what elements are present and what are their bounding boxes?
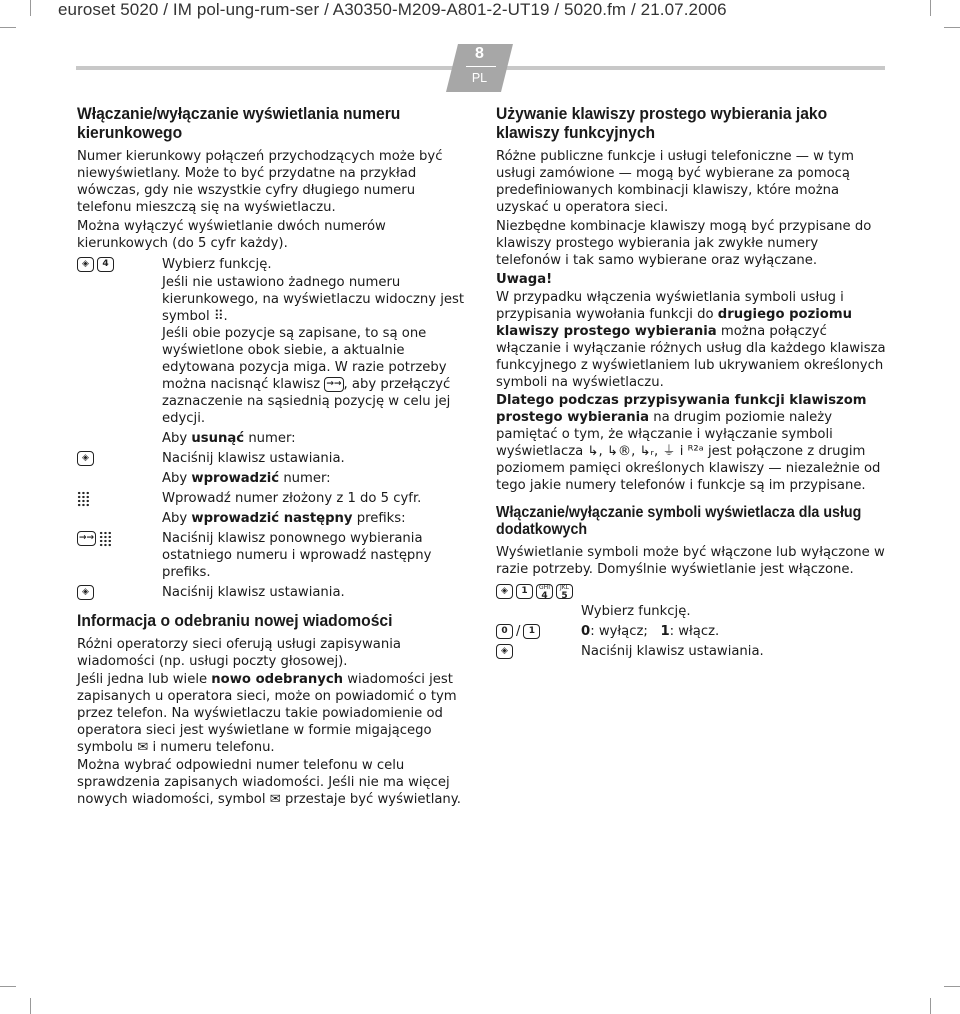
left-column xyxy=(77,104,469,809)
page-number: 8 xyxy=(475,45,484,62)
step-text: Naciśnij klawisz ponownego wybierania ostatniego numeru i wprowadź następny prefiks. xyxy=(162,531,432,580)
section-title-new-message: Informacja o odebraniu nowej wiadomości xyxy=(77,611,393,630)
delete-label: Aby usunąć numer: xyxy=(162,431,296,446)
crop-mark xyxy=(944,27,960,28)
keypad-icon xyxy=(77,491,90,507)
settings-key-icon: ◈ xyxy=(496,584,513,599)
next-label: Aby wprowadzić następny prefiks: xyxy=(162,511,406,526)
settings-key-icon: ◈ xyxy=(77,451,94,466)
enter-label: Aby wprowadzić numer: xyxy=(162,471,331,486)
section-title-service-symbols: Włączanie/wyłączanie symboli wyświetlacza dla usług dodatkowych xyxy=(496,504,862,538)
service-symbol-icon: ↳ xyxy=(587,444,599,459)
digit-key-icon: GHI 4 xyxy=(536,584,553,599)
crop-mark xyxy=(30,0,31,16)
paragraph: Można wybrać odpowiedni numer telefonu w celu sprawdzenia zapisanych wiadomości. Jeśli nie ma więcej nowych wiadomości, symbol ✉ przestaje być wyświetlany. xyxy=(77,758,461,807)
empty-prefix-symbol-icon: ⠿ xyxy=(213,309,224,324)
paragraph: Jeśli jedna lub wiele nowo odebranych wiadomości jest zapisanych u operatora sieci, może on powiadomić o tym przez telefon. Na wyświetlaczu takie powiadomienie od operatora sieci jest wyświetlane w formie migającego symbolu ✉ i numeru telefonu. xyxy=(77,672,457,755)
paragraph: Dlatego podczas przypisywania funkcji klawiszom prostego wybierania na drugim poziomie należy pamiętać o tym, że włączanie i wyłączanie symboli wyświetlacza ↳, ↳®, ↳ᵣ, ⏚ i ᴿ²ᵃ jest połączone z drugim poziomem pamięci określonych klawiszy — niezależnie od tego jakie numery telefonów i funkcje są im przypisane. xyxy=(496,393,881,493)
step-row xyxy=(77,490,469,507)
digit-key-icon: JKL 5 xyxy=(556,584,573,599)
redial-key-icon: →→ xyxy=(324,377,343,392)
step-text: 0: wyłącz; 1: włącz. xyxy=(581,624,720,639)
note-label: Uwaga! xyxy=(496,272,553,287)
crop-mark xyxy=(0,27,16,28)
note-row xyxy=(77,274,469,427)
digit-key-icon: 1 xyxy=(516,584,533,599)
paragraph: Niezbędne kombinacje klawiszy mogą być przypisane do klawiszy prostego wybierania jak zwykłe numery telefonów i tak samo wybierane oraz wyłączane. xyxy=(496,219,872,268)
label-row xyxy=(77,510,469,527)
document-header: euroset 5020 / IM pol-ung-rum-ser / A30350-M209-A801-2-UT19 / 5020.fm / 21.07.2006 xyxy=(58,0,727,19)
step-text: Wybierz funkcję. xyxy=(581,604,691,619)
step-text: Naciśnij klawisz ustawiania. xyxy=(581,644,764,659)
crop-mark xyxy=(0,986,16,987)
settings-key-icon: ◈ xyxy=(77,585,94,600)
paragraph: Numer kierunkowy połączeń przychodzących może być niewyświetlany. Może to być przydatne na przykład wówczas, gdy nie wszystkie cyfry długiego numeru telefonu mieszczą się na wyświetlaczu. xyxy=(77,149,443,215)
page-language: PL xyxy=(471,71,488,85)
label-row xyxy=(77,430,469,447)
keypad-icon xyxy=(99,531,112,547)
step-note: Jeśli nie ustawiono żadnego numeru kierunkowego, na wyświetlaczu widoczny jest symbol ⠿. Jeśli obie pozycje są zapisane, to są one wyświetlone obok siebie, a aktualnie edytowana pozycja miga. W razie potrzeby można nacisnąć klawisz →→ , aby przełączyć zaznaczenie na sąsiednią pozycję w celu jej edycji. xyxy=(162,275,465,426)
service-symbol-icon: ↳® xyxy=(606,444,632,459)
step-text: Naciśnij klawisz ustawiania. xyxy=(162,451,345,466)
crop-mark xyxy=(944,986,960,987)
paragraph: Można wyłączyć wyświetlanie dwóch numerów kierunkowych (do 5 cyfr każdy). xyxy=(77,219,386,251)
step-row xyxy=(496,623,886,640)
crop-mark xyxy=(30,998,31,1014)
right-column xyxy=(496,104,886,661)
redial-key-icon: →→ xyxy=(77,531,96,546)
service-symbol-icon: ↳ᵣ xyxy=(639,444,654,459)
step-row xyxy=(77,584,469,601)
crop-mark xyxy=(930,998,931,1014)
step-text: Wybierz funkcję. xyxy=(162,257,272,272)
label-row xyxy=(77,470,469,487)
step-text: Naciśnij klawisz ustawiania. xyxy=(162,585,345,600)
step-row xyxy=(496,603,886,620)
section-title-speed-dial: Używanie klawiszy prostego wybierania jako klawiszy funkcyjnych xyxy=(496,104,828,142)
digit-key-icon: 0 xyxy=(496,624,513,639)
step-row xyxy=(77,530,469,581)
page-tab-divider xyxy=(466,66,496,67)
section-title-area-code: Włączanie/wyłączanie wyświetlania numeru kierunkowego xyxy=(77,104,401,142)
service-symbol-icon: ⏚ xyxy=(662,444,676,459)
envelope-icon: ✉ xyxy=(269,792,281,807)
settings-key-icon: ◈ xyxy=(77,257,94,272)
step-row xyxy=(77,256,469,273)
step-row xyxy=(496,643,886,660)
key-sequence xyxy=(77,256,162,273)
paragraph: Wyświetlanie symboli może być włączone lub wyłączone w razie potrzeby. Domyślnie wyświetlanie jest włączone. xyxy=(496,545,885,577)
service-symbol-icon: ᴿ²ᵃ xyxy=(687,444,704,459)
paragraph: Różne publiczne funkcje i usługi telefoniczne — w tym usługi zamówione — mogą być wybierane za pomocą predefiniowanych kombinacji klawiszy, które można uzyskać u operatora sieci. xyxy=(496,149,854,215)
envelope-icon: ✉ xyxy=(137,740,149,755)
paragraph: Różni operatorzy sieci oferują usługi zapisywania wiadomości (np. usługi poczty głosowej). xyxy=(77,637,401,669)
crop-mark xyxy=(930,0,931,16)
step-text: Wprowadź numer złożony z 1 do 5 cyfr. xyxy=(162,491,422,506)
key-sequence-row xyxy=(496,583,886,600)
settings-key-icon: ◈ xyxy=(496,644,513,659)
key-separator: / xyxy=(516,624,521,639)
digit-key-icon: 4 xyxy=(97,257,114,272)
step-row xyxy=(77,450,469,467)
digit-key-icon: 1 xyxy=(523,624,540,639)
paragraph: W przypadku włączenia wyświetlania symboli usług i przypisania wywołania funkcji do drugiego poziomu klawiszy prostego wybierania można połączyć włączanie i wyłączanie różnych usług dla każdego klawisza funkcyjnego z wyświetlaniem lub ukrywaniem określonych symboli na wyświetlaczu. xyxy=(496,290,886,390)
